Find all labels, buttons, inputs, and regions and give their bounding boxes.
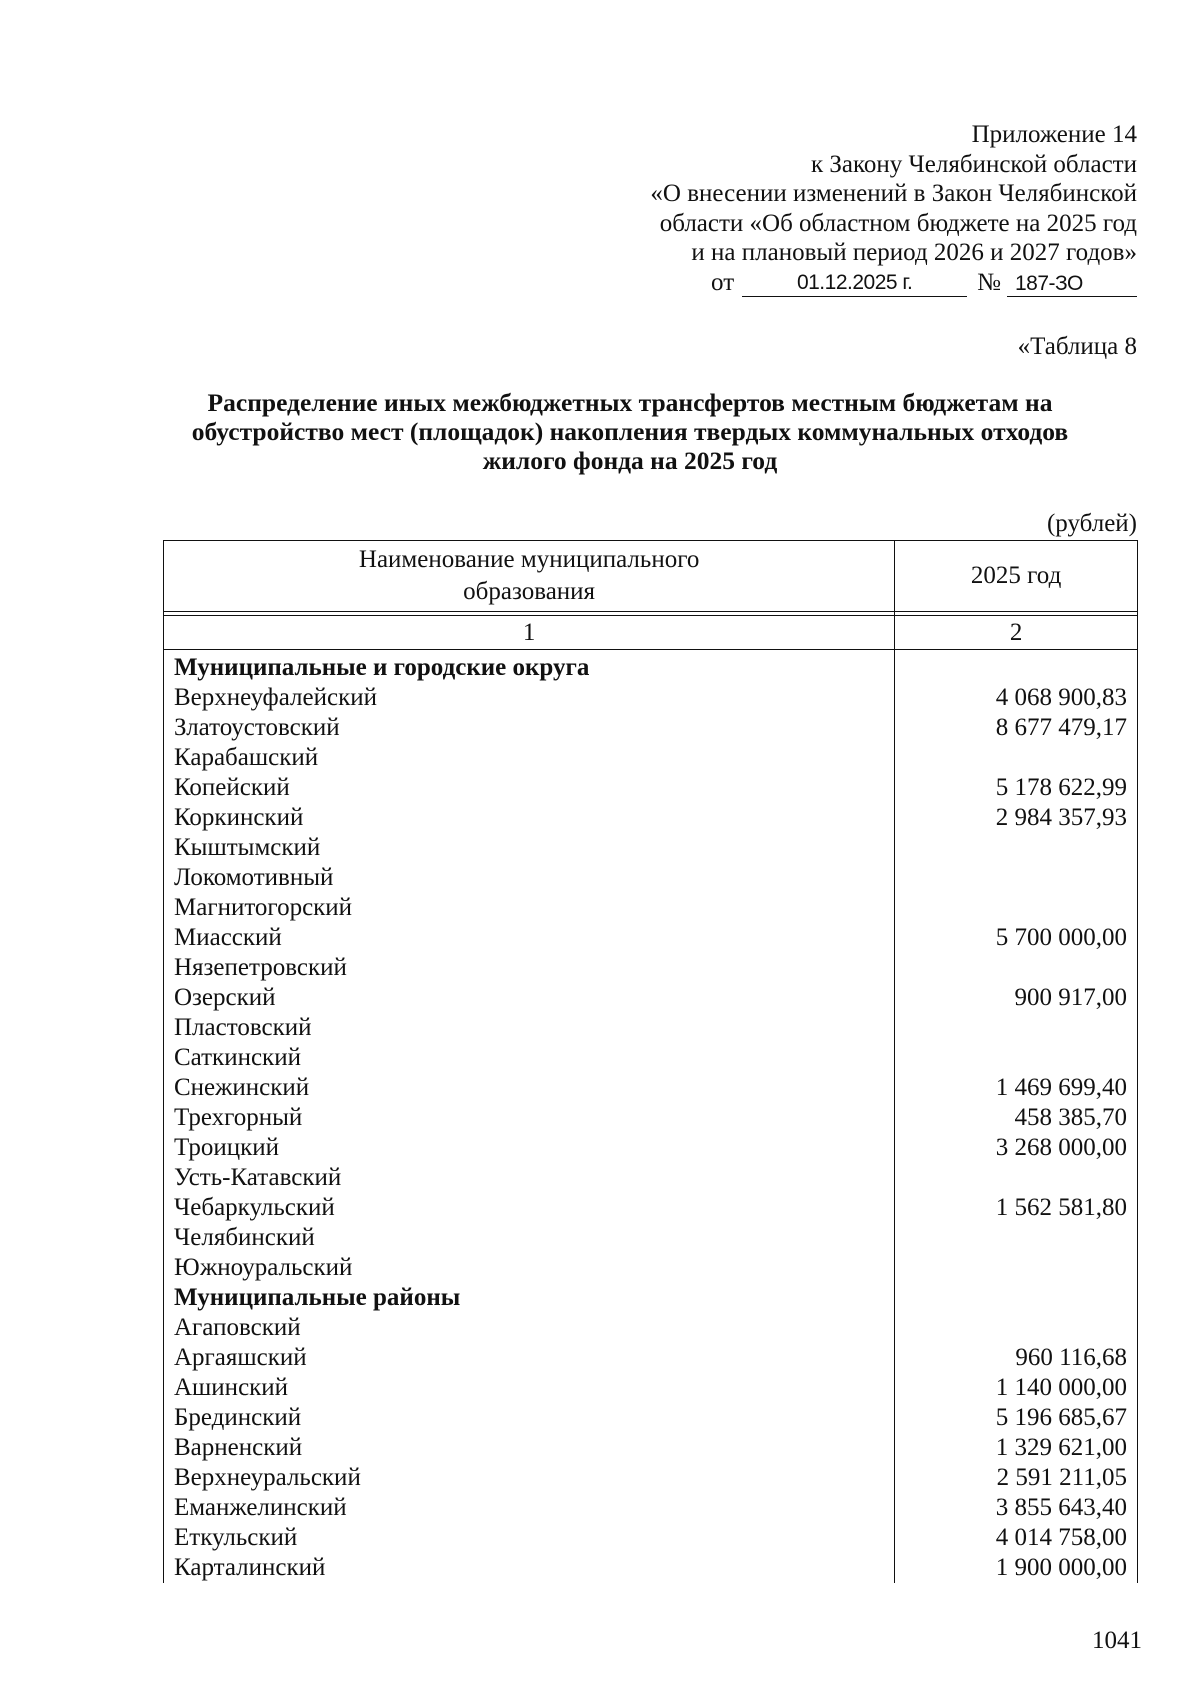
header-line: и на плановый период 2026 и 2027 годов» — [691, 239, 1137, 266]
transfer-amount — [895, 650, 1138, 684]
municipality-name: Магнитогорский — [164, 893, 895, 923]
table-row — [164, 893, 1138, 923]
table-row — [164, 923, 1138, 953]
table-row — [164, 953, 1138, 983]
municipality-name: Челябинский — [164, 1223, 895, 1253]
transfer-amount — [895, 1043, 1138, 1073]
transfer-amount — [895, 743, 1138, 773]
municipality-name: Верхнеуральский — [164, 1463, 895, 1493]
transfer-amount — [895, 833, 1138, 863]
municipality-name: Брединский — [164, 1403, 895, 1433]
municipality-name: Агаповский — [164, 1313, 895, 1343]
transfer-amount — [895, 1223, 1138, 1253]
transfer-amount — [895, 1013, 1138, 1043]
table-row — [164, 1133, 1138, 1163]
table-row — [164, 743, 1138, 773]
table-row — [164, 713, 1138, 743]
table-row — [164, 1373, 1138, 1403]
transfer-amount — [895, 1163, 1138, 1193]
from-label: от — [711, 268, 735, 296]
municipality-name: Усть-Катавский — [164, 1163, 895, 1193]
municipality-name: Копейский — [164, 773, 895, 803]
transfer-amount: 458 385,70 — [895, 1103, 1138, 1133]
table-row — [164, 1163, 1138, 1193]
municipality-name: Карталинский — [164, 1553, 895, 1583]
transfer-amount: 1 140 000,00 — [895, 1373, 1138, 1403]
transfer-amount: 3 855 643,40 — [895, 1493, 1138, 1523]
transfer-amount: 960 116,68 — [895, 1343, 1138, 1373]
table-row — [164, 1313, 1138, 1343]
transfer-amount: 8 677 479,17 — [895, 713, 1138, 743]
transfer-amount: 1 900 000,00 — [895, 1553, 1138, 1583]
municipality-name: Троицкий — [164, 1133, 895, 1163]
column-number: 2 — [895, 616, 1138, 650]
municipality-name: Снежинский — [164, 1073, 895, 1103]
municipality-name: Чебаркульский — [164, 1193, 895, 1223]
municipality-name: Южноуральский — [164, 1253, 895, 1283]
transfers-table — [163, 540, 1138, 1583]
number-label: № — [977, 268, 1001, 296]
document-title — [170, 388, 1090, 475]
table-row — [164, 1433, 1138, 1463]
column-header-municipality: Наименование муниципального образования — [164, 541, 895, 612]
table-row — [164, 1223, 1138, 1253]
table-row — [164, 1493, 1138, 1523]
transfer-amount — [895, 1253, 1138, 1283]
table-row — [164, 1253, 1138, 1283]
transfer-amount: 5 196 685,67 — [895, 1403, 1138, 1433]
municipality-name: Озерский — [164, 983, 895, 1013]
municipality-name: Аргаяшский — [164, 1343, 895, 1373]
table-row — [164, 833, 1138, 863]
header-line: «О внесении изменений в Закон Челябинской — [650, 180, 1137, 207]
municipality-name: Коркинский — [164, 803, 895, 833]
table-row — [164, 1523, 1138, 1553]
transfer-amount: 4 068 900,83 — [895, 683, 1138, 713]
transfer-amount — [895, 863, 1138, 893]
transfer-amount — [895, 1313, 1138, 1343]
header-line: к Закону Челябинской области — [811, 150, 1137, 178]
table-row — [164, 1463, 1138, 1493]
transfer-amount — [895, 893, 1138, 923]
column-number-row — [164, 616, 1138, 650]
table-row — [164, 1193, 1138, 1223]
table-row — [164, 983, 1138, 1013]
page-number: 1041 — [1092, 1627, 1142, 1654]
units-label: (рублей) — [1046, 510, 1137, 537]
table-row — [164, 1553, 1138, 1583]
transfer-amount: 2 984 357,93 — [895, 803, 1138, 833]
title-line: обустройство мест (площадок) накопления твердых коммунальных отходов — [191, 417, 1069, 446]
table-row — [164, 1073, 1138, 1103]
transfer-amount: 1 562 581,80 — [895, 1193, 1138, 1223]
transfer-amount: 5 178 622,99 — [895, 773, 1138, 803]
municipality-name: Миасский — [164, 923, 895, 953]
appendix-header — [577, 120, 1137, 297]
municipality-name: Еманжелинский — [164, 1493, 895, 1523]
table-header-row — [164, 541, 1138, 612]
law-date-number-line — [577, 268, 1137, 298]
transfer-amount: 2 591 211,05 — [895, 1463, 1138, 1493]
column-header-year: 2025 год — [895, 541, 1138, 612]
table-row — [164, 1403, 1138, 1433]
table-body — [164, 650, 1138, 1584]
municipality-name: Нязепетровский — [164, 953, 895, 983]
section-row — [164, 650, 1138, 684]
municipality-name: Карабашский — [164, 743, 895, 773]
table-row — [164, 1343, 1138, 1373]
municipality-name: Локомотивный — [164, 863, 895, 893]
municipality-name: Верхнеуфалейский — [164, 683, 895, 713]
table-row — [164, 1013, 1138, 1043]
section-heading: Муниципальные районы — [164, 1283, 895, 1313]
header-line: Приложение 14 — [971, 121, 1137, 148]
transfer-amount: 4 014 758,00 — [895, 1523, 1138, 1553]
table-row — [164, 863, 1138, 893]
section-row — [164, 1283, 1138, 1313]
transfer-amount: 1 469 699,40 — [895, 1073, 1138, 1103]
transfer-amount: 5 700 000,00 — [895, 923, 1138, 953]
section-heading: Муниципальные и городские округа — [164, 650, 895, 684]
table-label: «Таблица 8 — [1017, 333, 1137, 360]
municipality-name: Ашинский — [164, 1373, 895, 1403]
transfer-amount: 900 917,00 — [895, 983, 1138, 1013]
header-line: области «Об областном бюджете на 2025 год — [659, 209, 1137, 237]
table-row — [164, 803, 1138, 833]
municipality-name: Пластовский — [164, 1013, 895, 1043]
table-row — [164, 1103, 1138, 1133]
column-number: 1 — [164, 616, 895, 650]
table-row — [164, 1043, 1138, 1073]
transfer-amount — [895, 953, 1138, 983]
municipality-name: Златоустовский — [164, 713, 895, 743]
transfer-amount: 3 268 000,00 — [895, 1133, 1138, 1163]
title-line: жилого фонда на 2025 год — [482, 446, 778, 475]
title-line: Распределение иных межбюджетных трансфертов местным бюджетам на — [207, 388, 1053, 417]
table-row — [164, 683, 1138, 713]
transfer-amount — [895, 1283, 1138, 1313]
municipality-name: Трехгорный — [164, 1103, 895, 1133]
table-row — [164, 773, 1138, 803]
municipality-name: Саткинский — [164, 1043, 895, 1073]
municipality-name: Варненский — [164, 1433, 895, 1463]
law-date: 01.12.2025 г. — [742, 269, 967, 297]
transfer-amount: 1 329 621,00 — [895, 1433, 1138, 1463]
municipality-name: Кыштымский — [164, 833, 895, 863]
municipality-name: Еткульский — [164, 1523, 895, 1553]
law-number: 187-ЗО — [1007, 270, 1137, 297]
